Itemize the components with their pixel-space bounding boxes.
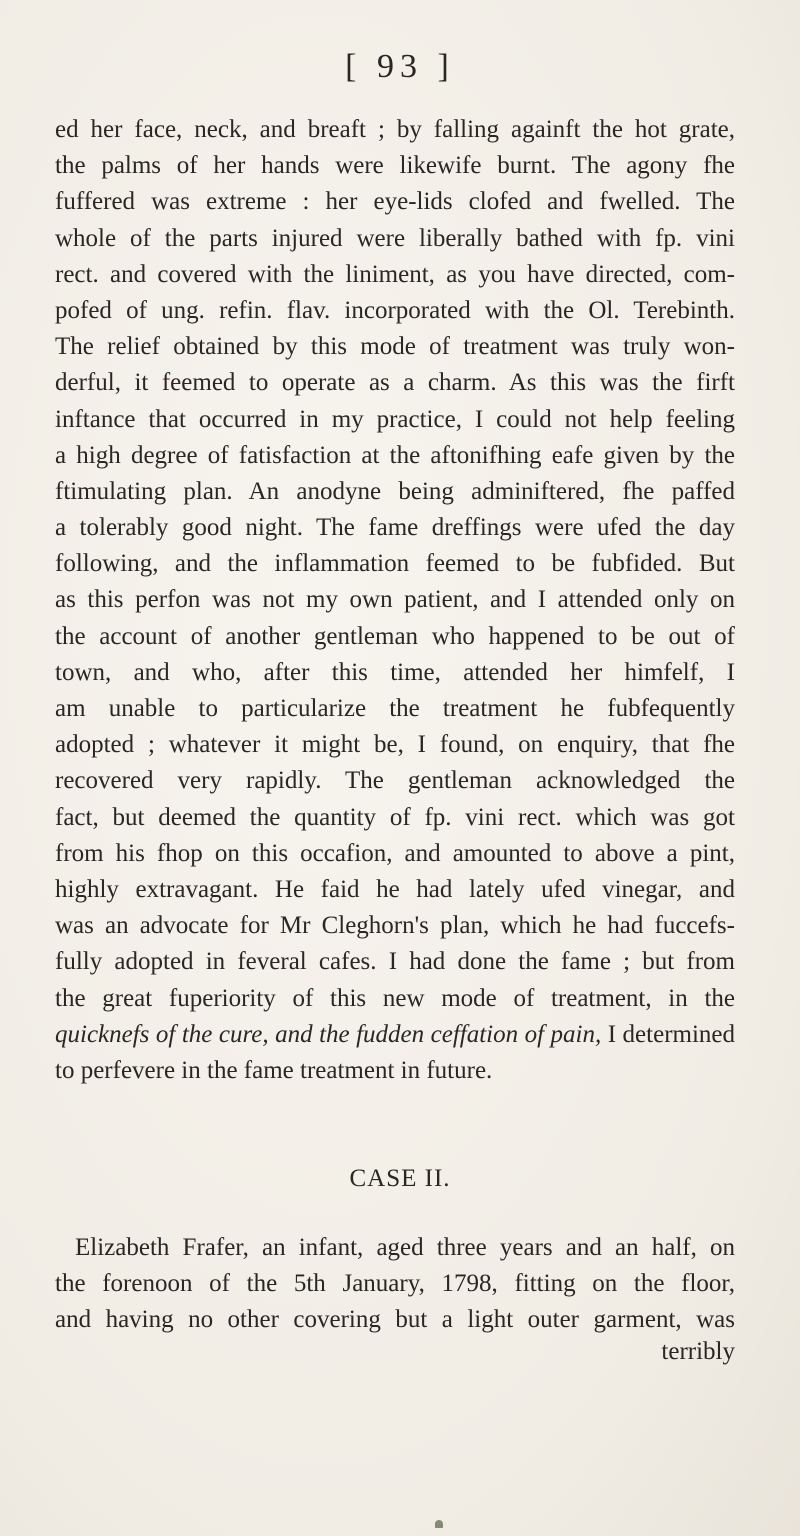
text-line: fact, but deemed the quantity of fp. vini rect. which was got bbox=[55, 803, 735, 831]
text-line: as this perfon was not my own patient, and I attended only on bbox=[55, 586, 735, 614]
text-line: the great fuperiority of this new mode of treatment, in the bbox=[55, 984, 735, 1012]
text-line: the forenoon of the 5th January, 1798, fitting on the floor, bbox=[55, 1270, 735, 1298]
text-line: the account of another gentleman who happened to be out of bbox=[55, 622, 735, 650]
case-paragraph bbox=[55, 1230, 735, 1339]
text-line: adopted ; whatever it might be, I found, on enquiry, that fhe bbox=[55, 731, 735, 759]
text-line: inftance that occurred in my practice, I could not help feeling bbox=[55, 405, 735, 433]
italic-phrase: quicknefs of the cure, and the fudden ceffation of pain, bbox=[55, 1020, 602, 1048]
text-line: whole of the parts injured were liberally bathed with fp. vini bbox=[55, 224, 735, 252]
text-line: a high degree of fatisfaction at the aftonifhing eafe given by the bbox=[55, 441, 735, 469]
text-line: to perfevere in the fame treatment in future. bbox=[55, 1056, 493, 1084]
text-line: fully adopted in feveral cafes. I had done the fame ; but from bbox=[55, 948, 735, 976]
main-paragraph bbox=[55, 112, 735, 1089]
text-line: rect. and covered with the liniment, as you have directed, com- bbox=[55, 260, 735, 288]
text-line: town, and who, after this time, attended her himfelf, I bbox=[55, 658, 735, 686]
text-line: recovered very rapidly. The gentleman acknowledged the bbox=[55, 767, 735, 795]
text-line: was an advocate for Mr Cleghorn's plan, which he had fuccefs- bbox=[55, 912, 735, 940]
text-line: pofed of ung. refin. flav. incorporated with the Ol. Terebinth. bbox=[55, 296, 735, 324]
catchword: terribly bbox=[661, 1338, 735, 1365]
text-line: highly extravagant. He faid he had lately ufed vinegar, and bbox=[55, 875, 735, 903]
page-number: [ 93 ] bbox=[345, 48, 455, 85]
text-fragment: I determined bbox=[601, 1020, 736, 1048]
text-line: ed her face, neck, and breaft ; by falling againft the hot grate, bbox=[55, 116, 735, 143]
text-line: fuffered was extreme : her eye-lids clofed and fwelled. The bbox=[55, 188, 735, 216]
text-line: the palms of her hands were likewife burnt. The agony fhe bbox=[55, 152, 735, 180]
text-line: a tolerably good night. The fame dreffings were ufed the day bbox=[55, 514, 735, 542]
text-line: ftimulating plan. An anodyne being adminiftered, fhe paffed bbox=[55, 477, 735, 505]
ink-mark-icon bbox=[435, 1520, 443, 1528]
text-line-italic bbox=[55, 1017, 735, 1053]
text-line: am unable to particularize the treatment he fubfequently bbox=[55, 695, 735, 722]
case-heading: CASE II. bbox=[349, 1165, 451, 1192]
text-line: and having no other covering but a light outer garment, was bbox=[55, 1306, 735, 1334]
text-line: from his fhop on this occafion, and amounted to above a pint, bbox=[55, 839, 735, 867]
text-line: Elizabeth Frafer, an infant, aged three years and an half, on bbox=[75, 1234, 735, 1261]
text-line: derful, it feemed to operate as a charm. As this was the firft bbox=[55, 369, 735, 397]
text-line: following, and the inflammation feemed to be fubfided. But bbox=[55, 550, 735, 578]
text-line: The relief obtained by this mode of treatment was truly won- bbox=[55, 333, 735, 361]
